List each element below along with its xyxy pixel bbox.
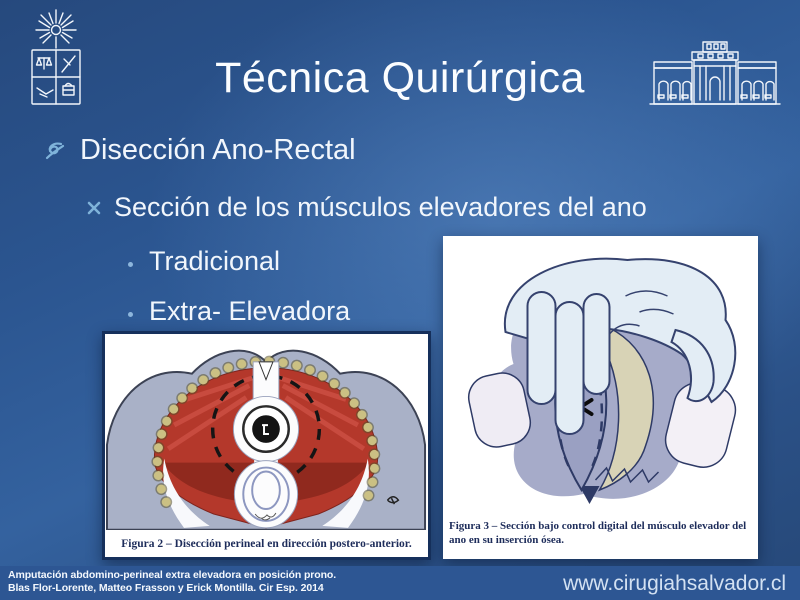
bullet-label: Sección de los músculos elevadores del ano xyxy=(114,192,647,222)
bullet-label: Tradicional xyxy=(149,246,281,276)
x-bullet-icon xyxy=(86,200,102,216)
bullet-extra-elevadora xyxy=(128,296,350,327)
bullet-diseccion-ano-rectal xyxy=(44,134,356,167)
figure-2 xyxy=(102,331,431,560)
leaf-bullet-icon xyxy=(44,140,66,162)
dot-bullet-icon xyxy=(128,312,133,317)
citation xyxy=(8,569,336,595)
dot-bullet-icon xyxy=(128,262,133,267)
figure-3 xyxy=(443,236,758,559)
bullet-label: Extra- Elevadora xyxy=(149,296,351,326)
citation-line1: Amputación abdomino-perineal extra elevadora en posición prono. xyxy=(8,569,337,581)
bullet-label: Disección Ano-Rectal xyxy=(80,134,356,166)
website-url: www.cirugiahsalvador.cl xyxy=(563,572,786,595)
citation-line2: Blas Flor-Lorente, Matteo Frasson y Erick Montilla. Cir Esp. 2014 xyxy=(8,582,324,594)
figure3-illustration xyxy=(443,236,758,512)
figure3-caption: Figura 3 – Sección bajo control digital del músculo elevador del ano en su inserción ósea. xyxy=(449,520,747,546)
bullet-tradicional xyxy=(128,246,280,277)
slide-title: Técnica Quirúrgica xyxy=(215,54,585,102)
figure2-caption: Figura 2 – Disección perineal en dirección postero-anterior. xyxy=(121,538,412,550)
bullet-seccion-musculos xyxy=(86,192,647,223)
figure2-illustration xyxy=(105,334,428,530)
